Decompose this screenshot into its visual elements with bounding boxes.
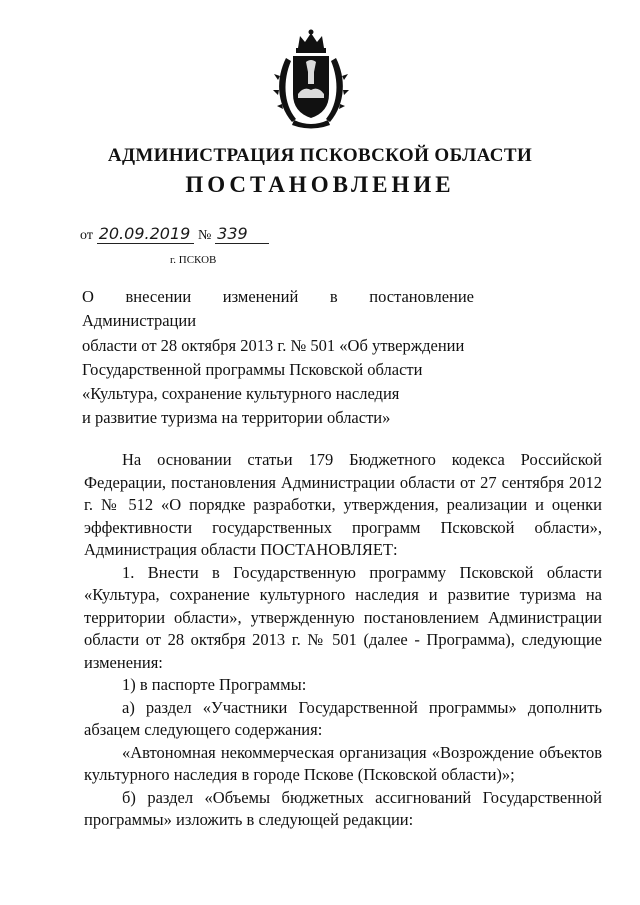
title-line: области от 28 октября 2013 г. № 501 «Об утверждении	[82, 335, 465, 355]
organization-name: АДМИНИСТРАЦИЯ ПСКОВСКОЙ ОБЛАСТИ	[107, 145, 533, 166]
title-line: и развитие туризма на территории области»	[82, 408, 391, 428]
title-line: Государственной программы Псковской области	[82, 359, 423, 379]
item-a-paragraph: а) раздел «Участники Государственной программы» дополнить абзацем следующего содержания:	[84, 697, 602, 739]
item-1-paragraph: 1. Внести в Государственную программу Псковской области «Культура, сохранение культурного наследия и развитие туризма на территории области», утвержденную постановлением Администрации области от 28 октября 2013 г. № 501 (далее - Программа), следующие изменения:	[84, 562, 602, 672]
item-1-1-paragraph: 1) в паспорте Программы:	[122, 675, 307, 694]
item-a-text-paragraph: «Автономная некоммерческая организация «Возрождение объектов культурного наследия в городе Пскове (Псковской области)»;	[84, 742, 602, 784]
document-title	[82, 285, 474, 431]
number-label: №	[198, 228, 212, 243]
title-line: «Культура, сохранение культурного наследия	[82, 384, 400, 404]
document-body	[84, 449, 602, 832]
city: г. ПСКОВ	[170, 254, 217, 266]
title-line: О внесении изменений в постановление Администрации	[82, 287, 474, 331]
coat-of-arms-icon	[270, 28, 352, 130]
document-type: ПОСТАНОВЛЕНИЕ	[185, 172, 455, 197]
document-number: 339	[215, 224, 269, 244]
date-prefix: от	[80, 228, 93, 243]
document-date: 20.09.2019	[97, 224, 195, 244]
item-b-paragraph: б) раздел «Объемы бюджетных ассигнований Государственной программы» изложить в следующей редакции:	[84, 787, 602, 829]
preamble-paragraph: На основании статьи 179 Бюджетного кодекса Российской Федерации, постановления Администрации области от 27 сентября 2012 г. № 512 «О порядке разработки, утверждения, реализации и оценки эффективности государственных программ Псковской области», Администрация области ПОСТАНОВЛЯЕТ:	[84, 450, 602, 559]
registration-line	[80, 224, 269, 244]
